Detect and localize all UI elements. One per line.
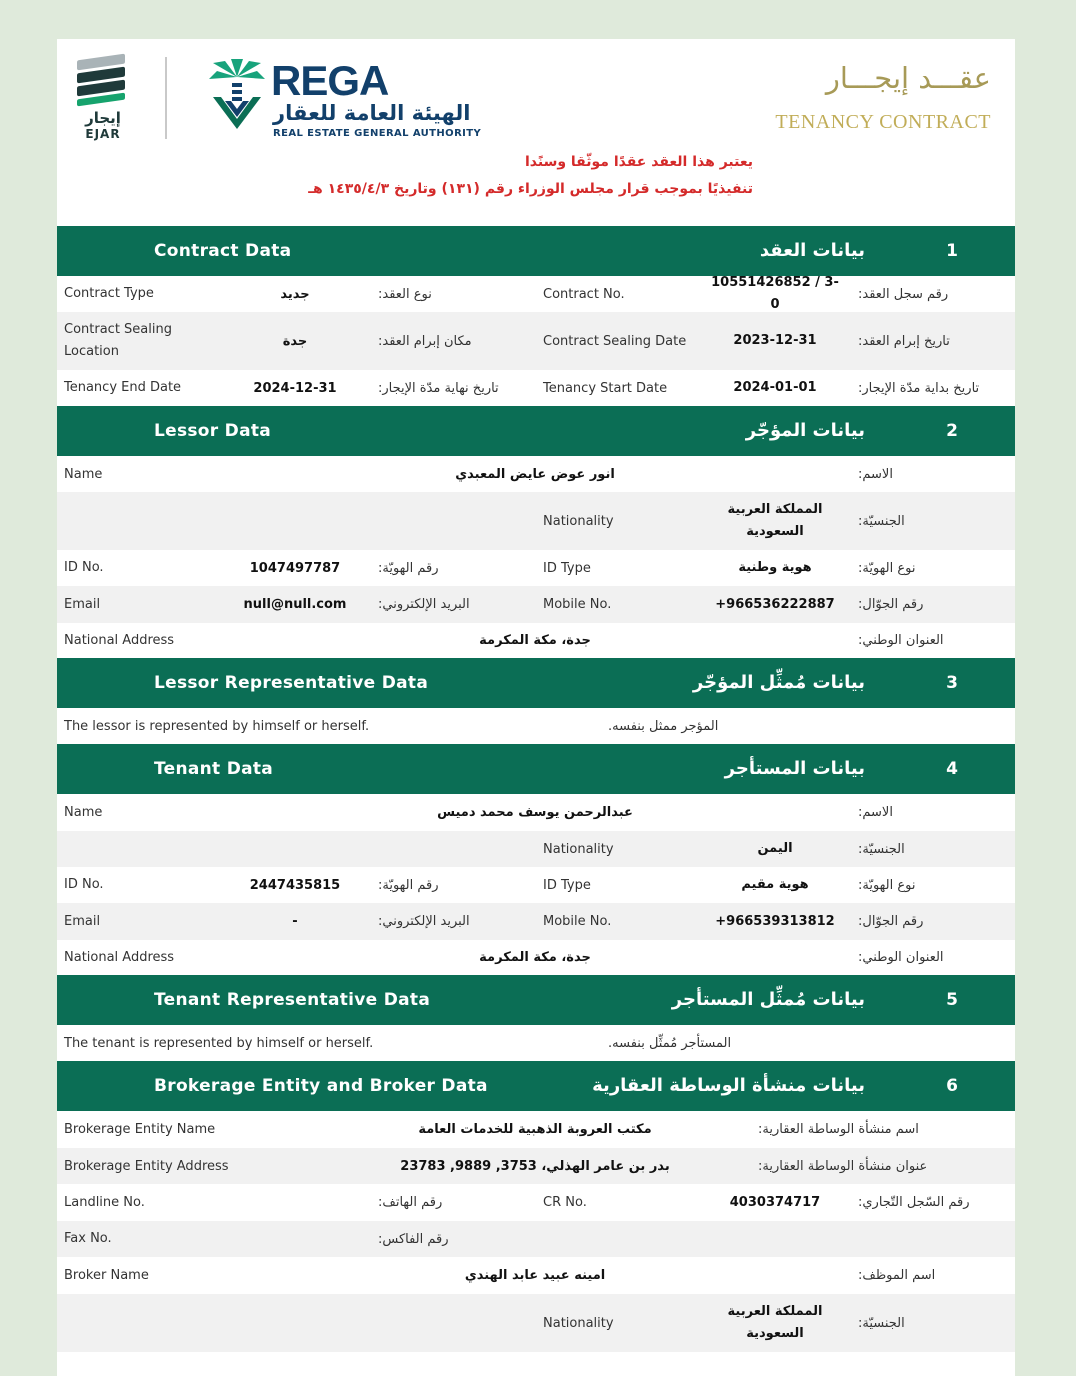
- mobile-value: +966536222887: [715, 596, 835, 612]
- contract-sealing-row: [57, 312, 1015, 370]
- field-value: انور عوض عايض المعبدي: [455, 466, 615, 482]
- lessor-nationality-row: [57, 492, 1015, 550]
- field-label-english: Contract Type: [64, 286, 154, 301]
- field-value: 2024-12-31: [253, 380, 337, 396]
- lessor-representative-row: [57, 708, 1015, 744]
- legal-notice: [308, 149, 753, 203]
- field-label-arabic: البريد الإلكتروني:: [378, 597, 470, 612]
- field-label-english: ID Type: [543, 560, 591, 576]
- field-label-arabic: الجنسيّة:: [858, 1315, 905, 1331]
- field-label-english: ID Type: [543, 877, 591, 893]
- field-value: جديد: [280, 286, 310, 302]
- rega-wordmark: REGA: [271, 57, 389, 104]
- field-label-arabic: الاسم:: [858, 466, 893, 482]
- field-label-arabic: نوع العقد:: [378, 286, 432, 302]
- field-value: 2024-01-01: [733, 380, 817, 395]
- field-value: جدة: [282, 333, 308, 349]
- field-label-arabic: رقم سجل العقد:: [858, 286, 949, 302]
- section-header-lessor-representative: [57, 658, 1015, 708]
- tenancy-dates-row: [57, 370, 1015, 406]
- field-label-english: ID No.: [64, 560, 104, 575]
- tenant-contact-row: [57, 903, 1015, 940]
- section-title-arabic: بيانات منشأة الوساطة العقارية: [592, 1075, 865, 1096]
- section-title-english: Tenant Representative Data: [154, 990, 431, 1010]
- contract-type-row: [57, 276, 1015, 312]
- field-label-english: National Address: [64, 950, 175, 965]
- logo-divider: [165, 57, 167, 139]
- field-label-english: Contract Sealing Location: [64, 322, 172, 359]
- section-header-contract-data: [57, 226, 1015, 276]
- brokerage-entity-address-row: [57, 1148, 1015, 1184]
- section-number: 4: [946, 759, 958, 779]
- section-title-english: Contract Data: [154, 241, 292, 261]
- contract-page: [57, 39, 1015, 1376]
- field-label-english: Tenancy Start Date: [543, 380, 668, 396]
- ejar-logo-english: EJAR: [85, 127, 121, 141]
- field-label-arabic: الجنسيّة:: [858, 513, 905, 529]
- field-label-english: Nationality: [543, 513, 614, 529]
- field-value: بدر بن عامر الهذلي، 3753, 9889, 23783: [400, 1158, 670, 1174]
- section-title-english: Lessor Data: [154, 421, 272, 441]
- tenant-representative-row: [57, 1025, 1015, 1061]
- tenant-name-row: [57, 794, 1015, 831]
- field-label-english: National Address: [64, 633, 175, 648]
- field-label-arabic: نوع الهويّة:: [858, 877, 916, 893]
- section-number: 1: [946, 241, 958, 261]
- field-value: المملكة العربية السعودية: [727, 1304, 823, 1341]
- field-value: 10551426852 / 3-0: [711, 275, 839, 312]
- field-value: اليمن: [757, 841, 793, 856]
- section-title-english: Brokerage Entity and Broker Data: [154, 1076, 488, 1096]
- field-label-english: Mobile No.: [543, 914, 612, 929]
- broker-nationality-row: [57, 1294, 1015, 1352]
- section-title-english: Tenant Data: [154, 759, 274, 779]
- field-label-arabic: البريد الإلكتروني:: [378, 914, 470, 929]
- tenant-id-row: [57, 867, 1015, 903]
- palm-emblem-icon: [205, 57, 269, 139]
- field-value: هوية وطنية: [738, 560, 812, 575]
- email-value: -: [292, 914, 298, 929]
- field-label-english: Contract Sealing Date: [543, 333, 687, 349]
- field-label-arabic: رقم الفاكس:: [378, 1231, 449, 1247]
- field-label-arabic: اسم الموظف:: [858, 1268, 936, 1283]
- section-title-arabic: بيانات المستأجر: [724, 758, 865, 779]
- field-label-english: Name: [64, 805, 103, 820]
- field-label-english: Brokerage Entity Name: [64, 1122, 216, 1137]
- field-label-english: Email: [64, 913, 101, 929]
- document-header: [57, 39, 1015, 226]
- field-label-arabic: رقم السّجل التّجاري:: [858, 1195, 970, 1210]
- email-value: null@null.com: [243, 597, 347, 612]
- notice-line-1: يعتبر هذا العقد عقدًا موثّقا وسنًدا: [524, 154, 753, 170]
- field-label-arabic: رقم الجوّال:: [858, 597, 924, 612]
- mobile-value: +966539313812: [715, 913, 835, 929]
- lessor-id-row: [57, 550, 1015, 586]
- notice-line-2: تنفيذيًا بموجب قرار مجلس الوزراء رقم (١٣١) وتاريخ ١٤٣٥/٤/٣ هـ: [308, 181, 753, 197]
- field-label-arabic: تاريخ بداية مدّة الإيجار:: [858, 380, 980, 396]
- section-number: 3: [946, 673, 958, 693]
- field-label-english: The lessor is represented by himself or herself.: [64, 718, 370, 734]
- field-label-english: Mobile No.: [543, 597, 612, 612]
- rega-arabic-name: الهيئة العامة للعقار: [273, 101, 471, 125]
- section-title-arabic: بيانات مُمثِّل المستأجر: [671, 989, 865, 1010]
- field-label-arabic: المستأجر مُمثِّل بنفسه.: [608, 1035, 732, 1051]
- section-number: 5: [946, 990, 958, 1010]
- broker-name-row: [57, 1257, 1015, 1294]
- ejar-emblem-icon: [77, 55, 129, 107]
- field-label-arabic: المؤجر ممثل بنفسه.: [608, 718, 719, 734]
- field-label-arabic: رقم الهويّة:: [378, 560, 439, 576]
- field-label-arabic: تاريخ نهاية مدّة الإيجار:: [378, 380, 499, 396]
- section-header-tenant-data: [57, 744, 1015, 794]
- field-value: جدة، مكة المكرمة: [479, 633, 591, 648]
- section-number: 2: [946, 421, 958, 441]
- field-label-arabic: رقم الجوّال:: [858, 914, 924, 929]
- field-label-english: Nationality: [543, 841, 614, 857]
- field-value: جدة، مكة المكرمة: [479, 950, 591, 965]
- field-label-arabic: الاسم:: [858, 805, 893, 820]
- field-label-arabic: مكان إبرام العقد:: [378, 333, 472, 349]
- brokerage-phone-row: [57, 1184, 1015, 1221]
- section-header-lessor-data: [57, 406, 1015, 456]
- field-label-english: Nationality: [543, 1315, 614, 1331]
- field-label-english: Email: [64, 596, 101, 612]
- field-label-english: The tenant is represented by himself or herself.: [64, 1035, 374, 1051]
- field-value: مكتب العروبة الذهبية للخدمات العامة: [418, 1122, 652, 1137]
- field-label-arabic: العنوان الوطني:: [858, 633, 944, 648]
- field-label-english: Fax No.: [64, 1231, 112, 1246]
- section-title-arabic: بيانات مُمثِّل المؤجّر: [692, 672, 865, 693]
- field-label-english: Name: [64, 466, 103, 482]
- lessor-name-row: [57, 456, 1015, 492]
- document-title-english: TENANCY CONTRACT: [775, 111, 991, 133]
- section-title-arabic: بيانات المؤجّر: [745, 420, 865, 441]
- field-value: 1047497787: [249, 560, 341, 576]
- field-label-english: CR No.: [543, 1195, 587, 1210]
- field-label-arabic: نوع الهويّة:: [858, 560, 916, 576]
- brokerage-fax-row: [57, 1221, 1015, 1257]
- tenant-address-row: [57, 940, 1015, 975]
- field-label-english: Tenancy End Date: [64, 380, 182, 395]
- field-value: المملكة العربية السعودية: [727, 502, 823, 539]
- field-value: امينه عبيد عابد الهندي: [464, 1268, 606, 1283]
- section-header-brokerage-data: [57, 1061, 1015, 1111]
- rega-logo: [205, 57, 505, 147]
- field-label-english: Contract No.: [543, 286, 625, 302]
- field-label-arabic: تاريخ إبرام العقد:: [858, 333, 950, 349]
- field-label-arabic: عنوان منشأة الوساطة العقارية:: [758, 1158, 928, 1174]
- rega-english-name: REAL ESTATE GENERAL AUTHORITY: [273, 128, 482, 139]
- tenant-nationality-row: [57, 831, 1015, 867]
- field-label-arabic: العنوان الوطني:: [858, 950, 944, 965]
- field-value: 2023-12-31: [733, 333, 817, 348]
- field-label-arabic: رقم الهويّة:: [378, 877, 439, 893]
- field-label-english: Brokerage Entity Address: [64, 1158, 229, 1174]
- field-label-english: Landline No.: [64, 1194, 145, 1210]
- lessor-contact-row: [57, 586, 1015, 623]
- section-title-english: Lessor Representative Data: [154, 673, 429, 693]
- field-label-arabic: رقم الهاتف:: [378, 1195, 443, 1210]
- ejar-logo: [77, 55, 129, 145]
- field-value: عبدالرحمن يوسف محمد دميس: [437, 805, 633, 820]
- section-title-arabic: بيانات العقد: [759, 240, 865, 261]
- document-title-arabic: عقـــد إيجـــار: [825, 61, 991, 95]
- field-value: 2447435815: [249, 877, 341, 893]
- field-value: هوية مقيم: [741, 877, 809, 892]
- field-value: 4030374717: [729, 1194, 821, 1210]
- brokerage-entity-name-row: [57, 1111, 1015, 1148]
- field-label-arabic: الجنسيّة:: [858, 841, 905, 857]
- field-label-english: ID No.: [64, 877, 104, 892]
- field-label-english: Broker Name: [64, 1268, 149, 1283]
- ejar-logo-arabic: إيجار: [85, 109, 121, 127]
- lessor-address-row: [57, 623, 1015, 658]
- section-number: 6: [946, 1076, 958, 1096]
- section-header-tenant-representative: [57, 975, 1015, 1025]
- field-label-arabic: اسم منشأة الوساطة العقارية:: [758, 1122, 919, 1137]
